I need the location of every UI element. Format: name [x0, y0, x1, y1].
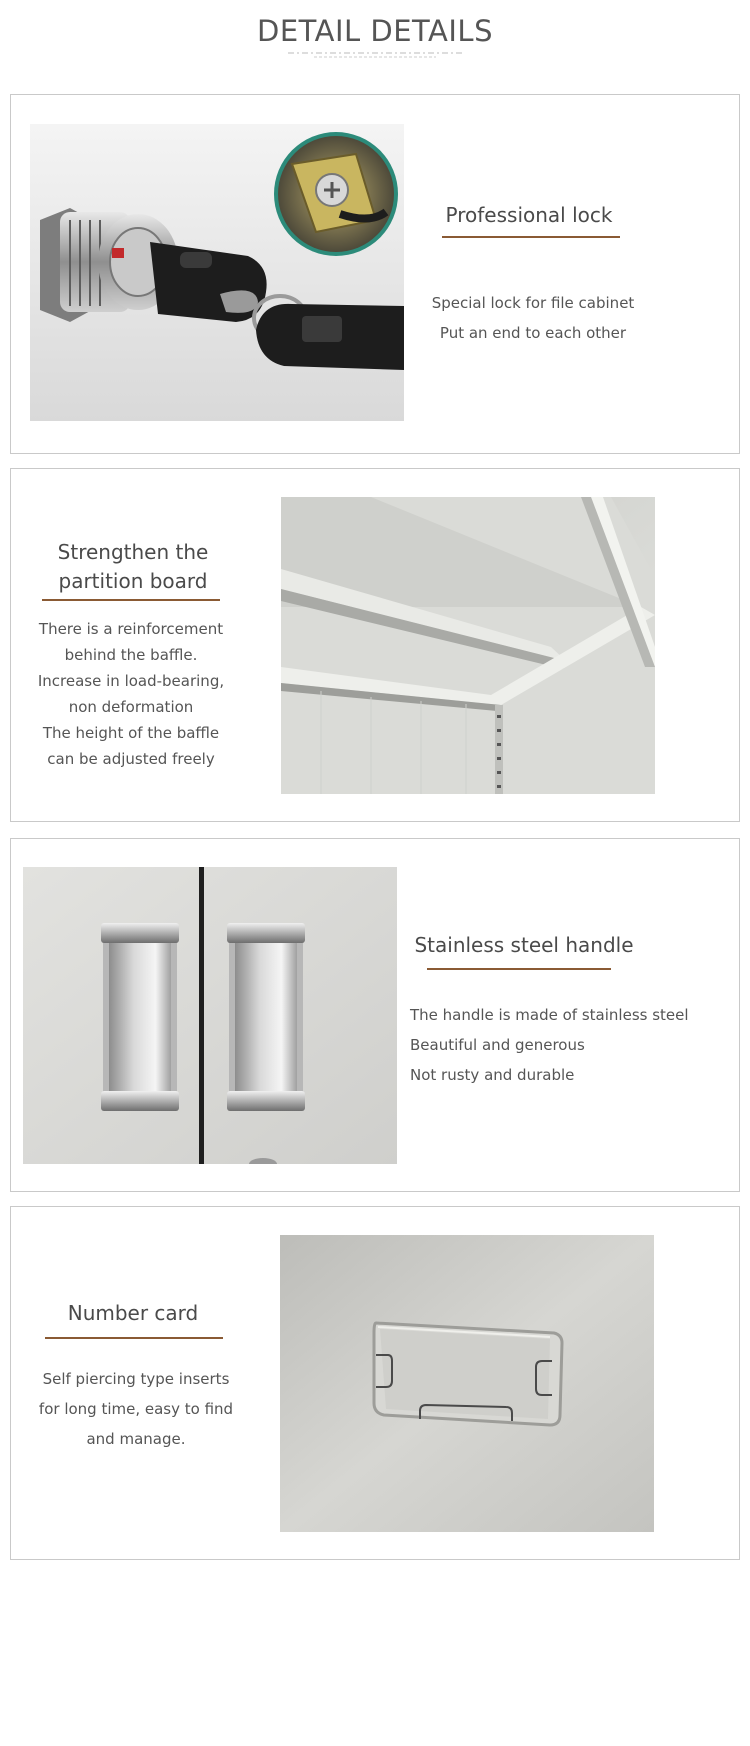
detail-card-lock — [10, 94, 740, 454]
partition-line-3: Increase in load-bearing, — [37, 672, 225, 690]
handle-description — [410, 1000, 738, 1090]
partition-line-1: There is a reinforcement — [38, 620, 224, 638]
number-card-description — [23, 1364, 249, 1454]
detail-card-partition — [10, 468, 740, 822]
partition-heading-line-2: partition board — [58, 569, 208, 593]
number-card-heading: Number card — [67, 1301, 199, 1325]
partition-heading-line-1: Strengthen the — [57, 540, 209, 564]
detail-card-number-card — [10, 1206, 740, 1560]
title-decoration — [288, 51, 462, 59]
number-card-illustration — [280, 1235, 654, 1532]
page-header — [0, 0, 750, 80]
handle-heading: Stainless steel handle — [414, 933, 634, 957]
page-title: DETAIL DETAILS — [257, 14, 493, 48]
lock-line-1: Special lock for file cabinet — [431, 294, 635, 312]
lock-photo — [30, 124, 404, 421]
number-card-photo — [280, 1235, 654, 1532]
partition-heading — [33, 538, 233, 596]
shelf-illustration — [281, 497, 655, 794]
lock-illustration — [30, 124, 404, 421]
handle-line-3: Not rusty and durable — [410, 1066, 575, 1084]
number-card-heading-rule — [45, 1337, 223, 1339]
lock-heading: Professional lock — [445, 203, 613, 227]
partition-line-4: non deformation — [68, 698, 194, 716]
handle-heading-rule — [427, 968, 611, 970]
number-card-line-2: for long time, easy to find — [38, 1400, 234, 1418]
partition-heading-rule — [42, 599, 220, 601]
lock-heading-rule — [442, 236, 620, 238]
partition-line-5: The height of the baffle — [42, 724, 220, 742]
partition-description — [21, 616, 241, 772]
handle-illustration — [23, 867, 397, 1164]
handle-line-2: Beautiful and generous — [410, 1036, 585, 1054]
handle-photo — [23, 867, 397, 1164]
number-card-line-1: Self piercing type inserts — [42, 1370, 230, 1388]
partition-line-6: can be adjusted freely — [47, 750, 215, 768]
handle-line-1: The handle is made of stainless steel — [410, 1006, 689, 1024]
partition-photo — [281, 497, 655, 794]
partition-line-2: behind the baffle. — [64, 646, 198, 664]
lock-description — [423, 288, 643, 348]
lock-line-2: Put an end to each other — [439, 324, 627, 342]
detail-card-handle — [10, 838, 740, 1192]
number-card-line-3: and manage. — [86, 1430, 186, 1448]
